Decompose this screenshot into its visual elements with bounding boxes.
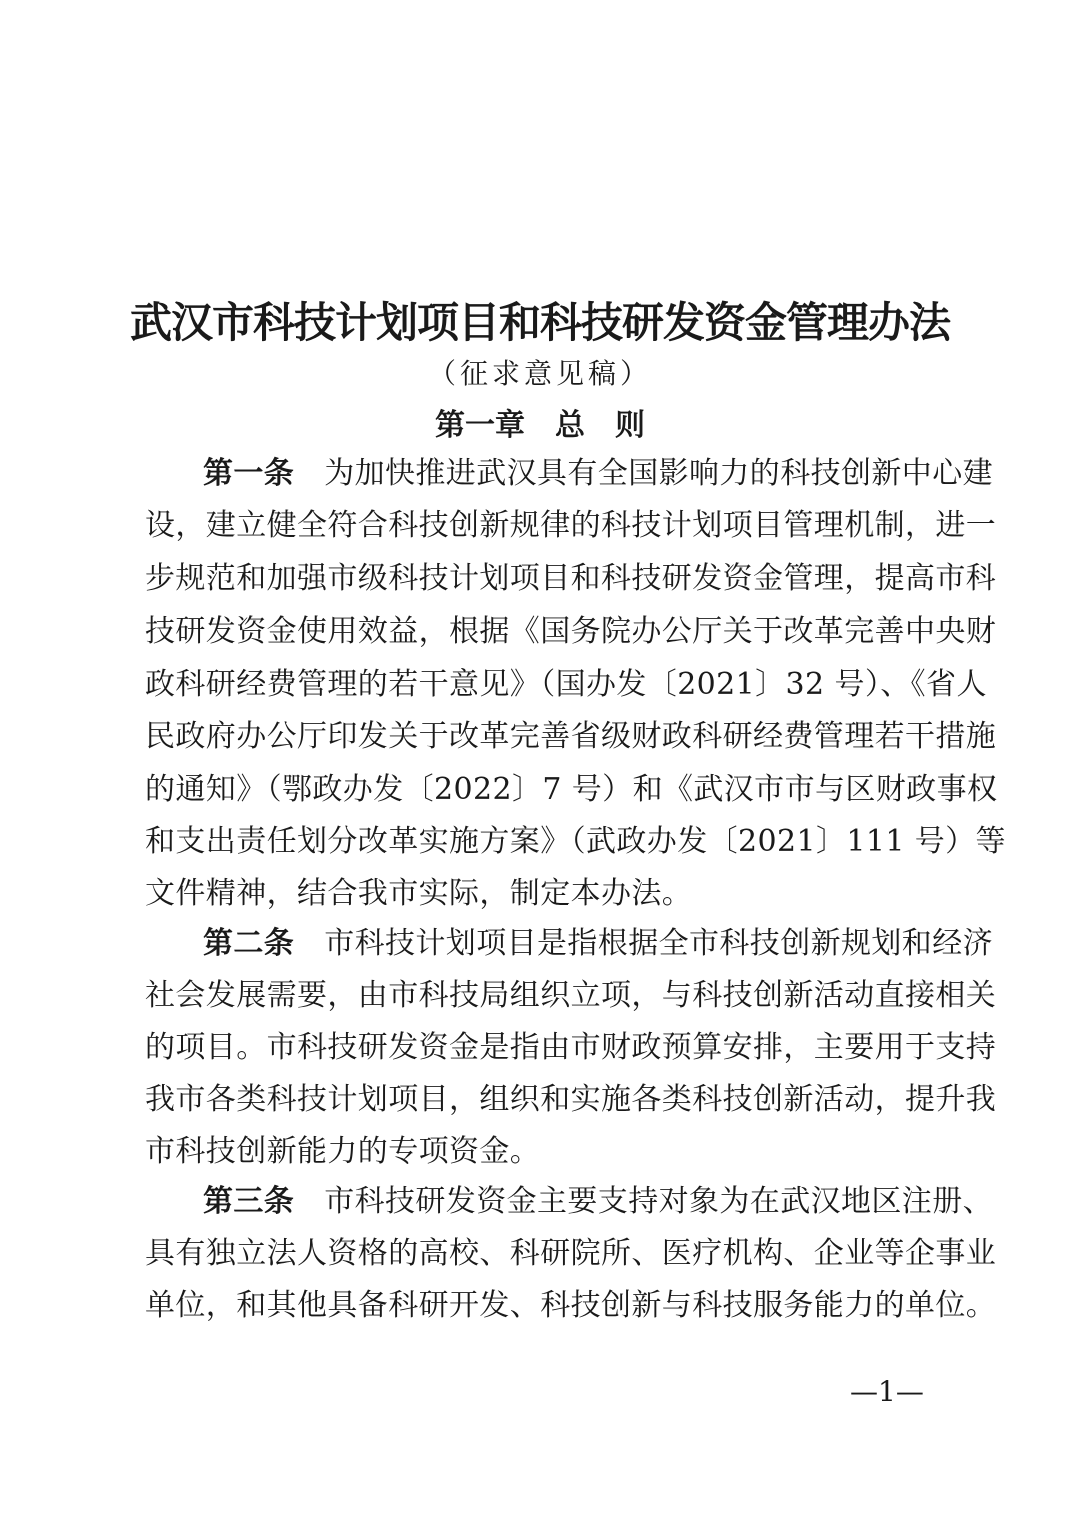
article-line	[145, 970, 997, 1014]
article-text: 技研发资金使用效益，根据《国务院办公厅关于改革完善中央财	[145, 614, 997, 649]
article-line	[145, 918, 994, 962]
article-text: 步规范和加强市级科技计划项目和科技研发资金管理，提高市科	[145, 561, 997, 596]
article-text: 单位，和其他具备科研开发、科技创新与科技服务能力的单位。	[145, 1288, 997, 1323]
article-line	[145, 868, 945, 912]
article-line	[145, 764, 998, 808]
article-text: 和支出责任划分改革实施方案》（武政办发〔2021〕111 号）等	[145, 824, 1006, 859]
document-title: 武汉市科技计划项目和科技研发资金管理办法	[129, 298, 950, 347]
article-line	[145, 1176, 994, 1220]
page-number: —1—	[850, 1375, 924, 1408]
article-line	[145, 1280, 997, 1324]
article-line	[145, 500, 997, 544]
document-subtitle: （征求意见稿）	[427, 357, 652, 390]
chapter-heading: 第一章 总 则	[435, 408, 645, 443]
article-line	[145, 606, 997, 650]
article-text: 社会发展需要，由市科技局组织立项，与科技创新活动直接相关	[145, 978, 997, 1013]
article-line	[145, 448, 994, 492]
article-text: 政科研经费管理的若干意见》（国办发〔2021〕32 号）、《省人	[145, 667, 987, 702]
article-text: 文件精神，结合我市实际，制定本办法。	[145, 876, 693, 911]
article-line	[145, 659, 987, 703]
article-line	[145, 816, 1006, 860]
article-text: 的项目。市科技研发资金是指由市财政预算安排，主要用于支持	[145, 1030, 997, 1065]
article-text: 市科技研发资金主要支持对象为在武汉地区注册、	[324, 1184, 994, 1219]
article-text: 为加快推进武汉具有全国影响力的科技创新中心建	[324, 456, 994, 491]
article-text: 的通知》（鄂政办发〔2022〕7 号）和《武汉市市与区财政事权	[145, 772, 998, 807]
article-text: 市科技创新能力的专项资金。	[145, 1134, 541, 1169]
article-text: 设，建立健全符合科技创新规律的科技计划项目管理机制，进一	[145, 508, 997, 543]
article-number: 第一条	[203, 456, 295, 491]
article-line	[145, 553, 997, 597]
article-line	[145, 1126, 945, 1170]
article-text: 民政府办公厅印发关于改革完善省级财政科研经费管理若干措施	[145, 719, 997, 754]
article-line	[145, 1074, 997, 1118]
article-text: 市科技计划项目是指根据全市科技创新规划和经济	[324, 926, 994, 961]
article-number: 第三条	[203, 1184, 295, 1219]
article-line	[145, 1228, 997, 1272]
article-text: 具有独立法人资格的高校、科研院所、医疗机构、企业等企事业	[145, 1236, 997, 1271]
article-text: 我市各类科技计划项目，组织和实施各类科技创新活动，提升我	[145, 1082, 997, 1117]
article-line	[145, 1022, 997, 1066]
article-number: 第二条	[203, 926, 295, 961]
article-line	[145, 711, 997, 755]
